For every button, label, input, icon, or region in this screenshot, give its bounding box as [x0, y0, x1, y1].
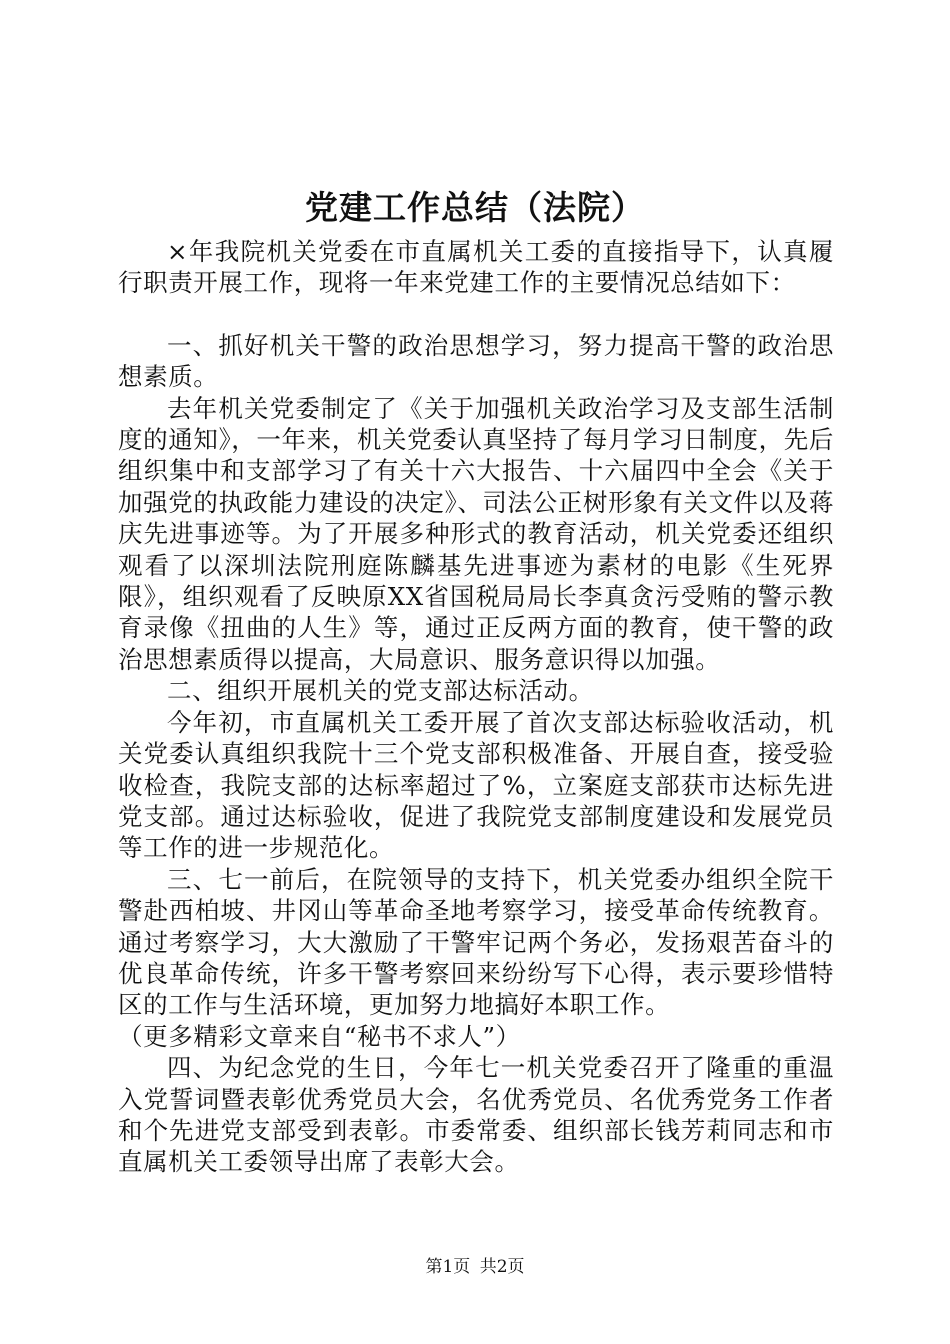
document-body	[118, 236, 834, 1178]
section-paragraph-1: 去年机关党委制定了《关于加强机关政治学习及支部生活制度的通知》，一年来，机关党委认真坚持了每月学习日制度，先后组织集中和支部学习了有关十六大报告、十六届四中全会《关于加强党的执政能力建设的决定》、司法公正树形象有关文件以及蒋庆先进事迹等。为了开展多种形式的教育活动，机关党委还组织观看了以深圳法院刑庭陈麟基先进事迹为素材的电影《生死界限》，组织观看了反映原XX省国税局局长李真贪污受贿的警示教育录像《扭曲的人生》等，通过正反两方面的教育，使干警的政治思想素质得以提高，大局意识、服务意识得以加强。	[118, 393, 834, 674]
document-title: 党建工作总结（法院）	[305, 188, 645, 227]
intro-paragraph: ×年我院机关党委在市直属机关工委的直接指导下，认真履行职责开展工作，现将一年来党建工作的主要情况总结如下：	[118, 237, 834, 298]
section-paragraph-3: 三、七一前后，在院领导的支持下，机关党委办组织全院干警赴西柏坡、井冈山等革命圣地考察学习，接受革命传统教育。通过考察学习，大大激励了干警牢记两个务必，发扬艰苦奋斗的优良革命传统，许多干警考察回来纷纷写下心得，表示要珍惜特区的工作与生活环境，更加努力地搞好本职工作。	[118, 864, 834, 1020]
section-heading-2: 二、组织开展机关的党支部达标活动。	[167, 676, 594, 706]
page-footer	[0, 1255, 950, 1279]
source-note: （更多精彩文章来自“秘书不求人”）	[118, 1021, 521, 1051]
section-paragraph-4: 四、为纪念党的生日，今年七一机关党委召开了隆重的重温入党誓词暨表彰优秀党员大会，名优秀党员、名优秀党务工作者和个先进党支部受到表彰。市委常委、组织部长钱芳莉同志和市直属机关工委领导出席了表彰大会。	[118, 1053, 834, 1177]
section-heading-1: 一、抓好机关干警的政治思想学习，努力提高干警的政治思想素质。	[118, 330, 834, 392]
page-total: 共2页	[479, 1257, 525, 1277]
page-number: 第1页	[425, 1257, 471, 1277]
section-paragraph-2: 今年初，市直属机关工委开展了首次支部达标验收活动，机关党委认真组织我院十三个党支部积极准备、开展自查，接受验收检查，我院支部的达标率超过了%，立案庭支部获市达标先进党支部。通过达标验收，促进了我院党支部制度建设和发展党员等工作的进一步规范化。	[118, 707, 834, 863]
